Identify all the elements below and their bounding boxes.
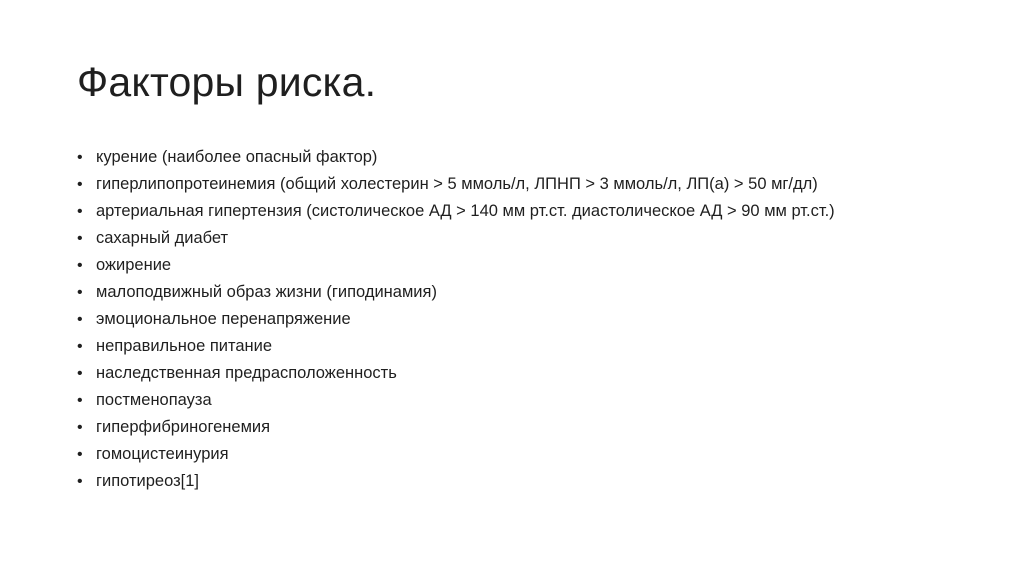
bullet-icon: •	[77, 473, 83, 490]
list-item	[77, 472, 977, 499]
list-item-text: эмоциональное перенапряжение	[96, 310, 351, 328]
list-item-text: гиперфибриногенемия	[96, 418, 271, 436]
list-item	[77, 175, 977, 202]
list-item-text: гиперлипопротеинемия (общий холестерин > 5 ммоль/л, ЛПНП > 3 ммоль/л, ЛП(а) > 50 мг/дл)	[96, 175, 818, 193]
list-item-text: гипотиреоз[1]	[96, 472, 200, 490]
list-item	[77, 418, 977, 445]
bullet-icon: •	[77, 365, 83, 382]
list-item-text: малоподвижный образ жизни (гиподинамия)	[96, 283, 437, 301]
list-item	[77, 337, 977, 364]
list-item	[77, 310, 977, 337]
list-item	[77, 445, 977, 472]
bullet-icon: •	[77, 176, 83, 193]
list-item	[77, 391, 977, 418]
list-item-text: курение (наиболее опасный фактор)	[96, 148, 378, 166]
bullet-icon: •	[77, 149, 83, 166]
list-item-text: артериальная гипертензия (систолическое АД > 140 мм рт.ст. диастолическое АД > 90 мм рт.ст.)	[96, 202, 835, 220]
bullet-icon: •	[77, 338, 83, 355]
bullet-icon: •	[77, 446, 83, 463]
list-item-text: сахарный диабет	[96, 229, 229, 247]
bullet-icon: •	[77, 419, 83, 436]
list-item	[77, 148, 977, 175]
bullet-icon: •	[77, 311, 83, 328]
list-item-text: неправильное питание	[96, 337, 273, 355]
slide-title: Факторы риска.	[77, 59, 377, 105]
bullet-list	[77, 148, 977, 499]
list-item-text: гомоцистеинурия	[96, 445, 229, 463]
bullet-icon: •	[77, 392, 83, 409]
bullet-icon: •	[77, 230, 83, 247]
list-item	[77, 256, 977, 283]
list-item-text: наследственная предрасположенность	[96, 364, 397, 382]
list-item	[77, 283, 977, 310]
bullet-icon: •	[77, 284, 83, 301]
bullet-icon: •	[77, 257, 83, 274]
list-item-text: ожирение	[96, 256, 172, 274]
list-item	[77, 229, 977, 256]
list-item	[77, 202, 977, 229]
list-item	[77, 364, 977, 391]
bullet-icon: •	[77, 203, 83, 220]
list-item-text: постменопауза	[96, 391, 212, 409]
